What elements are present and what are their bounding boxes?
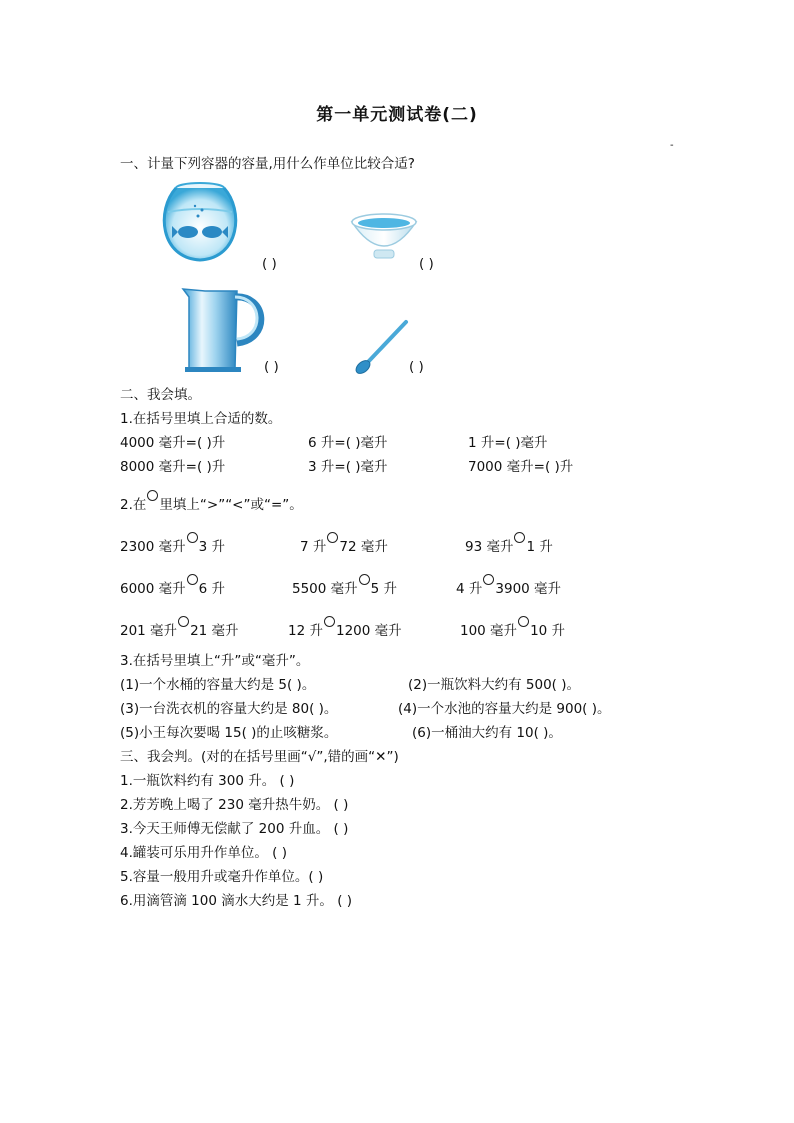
compare-left: 100 毫升 — [460, 623, 518, 639]
compare-right: 1200 毫升 — [335, 623, 402, 639]
circle-icon[interactable] — [514, 532, 525, 543]
q2-heading-post: 里填上“>”“<”或“=”。 — [159, 497, 303, 513]
circle-icon[interactable] — [359, 574, 370, 585]
section3-heading: 三、我会判。(对的在括号里画“√”,错的画“✕”) — [120, 749, 399, 765]
page-title: 第一单元测试卷(二) — [316, 105, 478, 125]
compare-left: 6000 毫升 — [120, 581, 186, 597]
compare-right: 3900 毫升 — [495, 581, 562, 597]
spoon-image — [352, 318, 412, 376]
judge-item[interactable]: 6.用滴管滴 100 滴水大约是 1 升。 ( ) — [120, 893, 353, 909]
compare-left: 2300 毫升 — [120, 539, 186, 555]
compare-left: 7 升 — [300, 539, 327, 555]
fishbowl-image — [160, 180, 240, 265]
judge-item[interactable]: 3.今天王师傅无偿献了 200 升血。 ( ) — [120, 821, 349, 837]
blank-spoon[interactable]: ( ) — [409, 359, 424, 375]
compare-item[interactable] — [292, 580, 397, 598]
circle-icon[interactable] — [483, 574, 494, 585]
compare-right: 21 毫升 — [190, 623, 239, 639]
compare-item[interactable] — [456, 580, 561, 598]
compare-item[interactable] — [300, 538, 388, 556]
compare-item[interactable] — [120, 580, 225, 598]
judge-item[interactable]: 4.罐装可乐用升作单位。 ( ) — [120, 845, 287, 861]
blank-fishbowl[interactable]: ( ) — [262, 256, 277, 272]
section1-heading: 一、计量下列容器的容量,用什么作单位比较合适? — [120, 156, 415, 172]
blank-bowl[interactable]: ( ) — [419, 256, 434, 272]
q3-item[interactable]: (6)一桶油大约有 10( )。 — [412, 725, 562, 741]
compare-left: 201 毫升 — [120, 623, 178, 639]
circle-icon — [147, 490, 158, 501]
compare-left: 5500 毫升 — [292, 581, 358, 597]
compare-left: 4 升 — [456, 581, 483, 597]
compare-right: 3 升 — [198, 539, 226, 555]
circle-icon[interactable] — [187, 532, 198, 543]
judge-item[interactable]: 5.容量一般用升或毫升作单位。( ) — [120, 869, 324, 885]
circle-icon[interactable] — [178, 616, 189, 627]
compare-item[interactable] — [120, 538, 225, 556]
q1-item[interactable]: 4000 毫升=( )升 — [120, 435, 226, 451]
compare-right: 1 升 — [526, 539, 553, 555]
q1-item[interactable]: 3 升=( )毫升 — [308, 459, 388, 475]
blank-kettle[interactable]: ( ) — [264, 359, 279, 375]
compare-item[interactable] — [465, 538, 553, 556]
q3-item[interactable]: (4)一个水池的容量大约是 900( )。 — [398, 701, 611, 717]
compare-left: 93 毫升 — [465, 539, 514, 555]
circle-icon[interactable] — [518, 616, 529, 627]
q1-heading: 1.在括号里填上合适的数。 — [120, 411, 282, 427]
judge-item[interactable]: 1.一瓶饮料约有 300 升。 ( ) — [120, 773, 295, 789]
q1-item[interactable]: 7000 毫升=( )升 — [468, 459, 574, 475]
q3-heading: 3.在括号里填上“升”或“毫升”。 — [120, 653, 310, 669]
compare-right: 72 毫升 — [339, 539, 388, 555]
judge-item[interactable]: 2.芳芳晚上喝了 230 毫升热牛奶。 ( ) — [120, 797, 349, 813]
q1-item[interactable]: 6 升=( )毫升 — [308, 435, 388, 451]
circle-icon[interactable] — [187, 574, 198, 585]
q3-item[interactable]: (3)一台洗衣机的容量大约是 80( )。 — [120, 701, 338, 717]
compare-right: 6 升 — [198, 581, 226, 597]
q3-item[interactable]: (1)一个水桶的容量大约是 5( )。 — [120, 677, 316, 693]
compare-item[interactable] — [288, 622, 402, 640]
circle-icon[interactable] — [327, 532, 338, 543]
compare-left: 12 升 — [288, 623, 323, 639]
q1-item[interactable]: 1 升=( )毫升 — [468, 435, 548, 451]
compare-item[interactable] — [120, 622, 239, 640]
stray-mark: - — [670, 140, 674, 151]
circle-icon[interactable] — [324, 616, 335, 627]
q3-item[interactable]: (2)一瓶饮料大约有 500( )。 — [408, 677, 581, 693]
compare-right: 10 升 — [530, 623, 566, 639]
q3-item[interactable]: (5)小王每次要喝 15( )的止咳糖浆。 — [120, 725, 338, 741]
bowl-image — [350, 210, 418, 262]
kettle-image — [175, 283, 267, 373]
compare-right: 5 升 — [370, 581, 398, 597]
q1-item[interactable]: 8000 毫升=( )升 — [120, 459, 226, 475]
q2-heading — [120, 496, 303, 514]
section2-heading: 二、我会填。 — [120, 387, 201, 403]
compare-item[interactable] — [460, 622, 565, 640]
q2-heading-pre: 2.在 — [120, 497, 147, 513]
